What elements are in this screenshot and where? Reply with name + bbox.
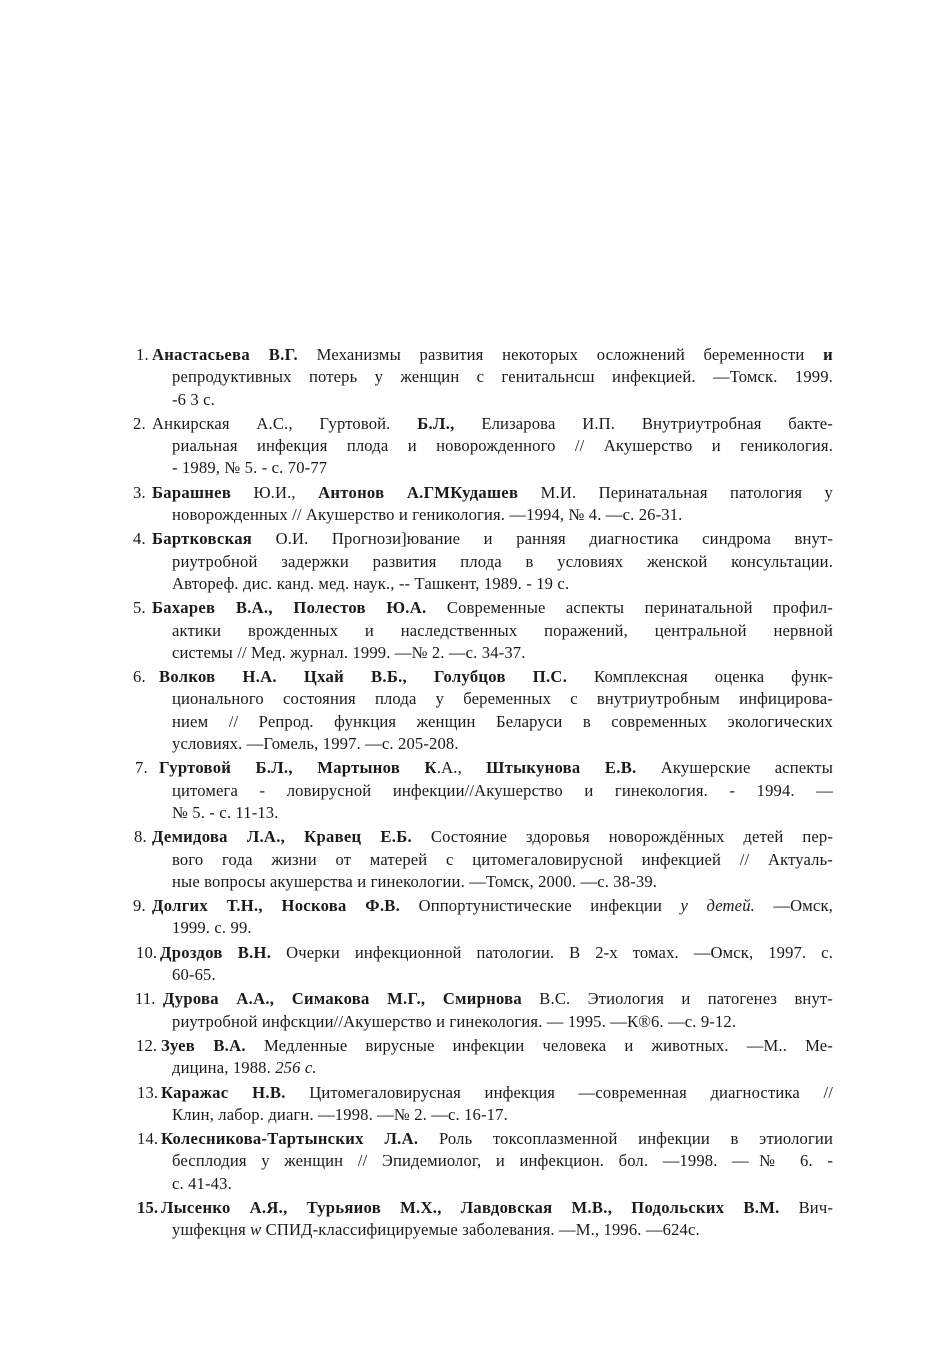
- citation-text: дицина, 1988.: [172, 1058, 276, 1078]
- reference-line: [172, 504, 833, 526]
- reference-number: 9.: [133, 896, 146, 916]
- citation-text: 1999. с. 99.: [172, 918, 252, 938]
- reference-item: [0, 482, 941, 527]
- author-names: Антонов А.ГМКудашев: [318, 482, 519, 502]
- citation-text: цитомега - ловирусной инфекции//Акушерство и гинекология. - 1994. —: [172, 780, 833, 800]
- reference-line: [172, 1150, 833, 1172]
- citation-text: актики врожденных и наследственных поражений, центральной нервной: [172, 620, 833, 640]
- reference-line: [172, 389, 833, 411]
- citation-text: новорожденных // Акушерство и геникология. —1994, № 4. —с. 26-31.: [172, 505, 683, 525]
- reference-line: [152, 413, 833, 435]
- citation-text: Медленные вирусные инфекции человека и животных. —М.. Ме-: [245, 1035, 833, 1055]
- author-names: Зуев В.А.: [161, 1035, 246, 1055]
- reference-line: [161, 1082, 833, 1104]
- reference-item: [0, 1128, 941, 1195]
- reference-number: 8.: [134, 827, 147, 847]
- citation-text: ные вопросы акушерства и гинекологии. —Томск, 2000. —с. 38-39.: [172, 871, 658, 891]
- reference-item: [0, 666, 941, 755]
- reference-item: [0, 597, 941, 664]
- reference-line: [152, 344, 833, 366]
- author-names: Анастасьева В.Г.: [152, 345, 298, 364]
- citation-text: № 5. - с. 11-13.: [172, 802, 279, 822]
- reference-line: [163, 988, 833, 1010]
- citation-text: Акушерские аспекты: [636, 758, 833, 778]
- reference-line: [159, 757, 833, 779]
- italic-text: у детей.: [680, 896, 755, 916]
- reference-number: 13.: [137, 1082, 159, 1102]
- citation-text: ушфекцня: [172, 1220, 251, 1240]
- author-names: Дроздов В.Н.: [160, 942, 272, 962]
- reference-line: [172, 620, 833, 642]
- author-names: Долгих Т.Н., Носкова Ф.В.: [152, 896, 401, 916]
- reference-line: [172, 688, 833, 710]
- reference-line: [152, 826, 833, 848]
- citation-text: Клин, лабор. диагн. —1998. —№ 2. —с. 16-17.: [172, 1104, 508, 1124]
- reference-number: 7.: [135, 758, 148, 778]
- citation-text: 60-65.: [172, 965, 216, 985]
- reference-line: [152, 597, 833, 619]
- citation-text: системы // Мед. журнал. 1999. —№ 2. —с. 34-37.: [172, 642, 526, 662]
- reference-line: [152, 528, 833, 550]
- reference-line: [172, 1011, 833, 1033]
- reference-line: [172, 964, 833, 986]
- citation-text: Роль токсоплазменной инфекции в этиологии: [418, 1129, 833, 1149]
- citation-text: Механизмы развития некоторых осложнений беременности: [298, 345, 824, 364]
- reference-number: 15.: [137, 1197, 159, 1217]
- italic-text: 256 с.: [275, 1058, 317, 1078]
- reference-line: [172, 435, 833, 457]
- citation-text: репродуктивных потерь у женщин с генитальнсш инфекцией. —Томск. 1999.: [172, 367, 833, 387]
- reference-item: [0, 942, 941, 987]
- citation-text: О.И. Прогнози]ювание и ранняя диагностика синдрома внут-: [252, 529, 833, 549]
- author-names: Лысенко А.Я., Турьяиов М.Х., Лавдовская М.В., Подольских В.М.: [161, 1197, 780, 1217]
- citation-text: Современные аспекты перинатальной профил-: [426, 598, 833, 618]
- reference-line: [161, 1128, 833, 1150]
- reference-line: [160, 942, 833, 964]
- citation-text: Вич-: [779, 1197, 834, 1217]
- reference-line: [172, 573, 833, 595]
- citation-text: Цитомегаловирусная инфекция —современная диагностика //: [285, 1082, 833, 1102]
- reference-list: [0, 344, 941, 1242]
- author-names: Каражас Н.В.: [161, 1082, 286, 1102]
- reference-line: [172, 871, 833, 893]
- reference-line: [172, 780, 833, 802]
- author-names: Бартковская: [152, 529, 253, 549]
- reference-line: [172, 849, 833, 871]
- citation-text: риутробной инфскции//Акушерство и гинекология. — 1995. —К®6. —с. 9-12.: [172, 1011, 737, 1031]
- reference-line: [172, 917, 833, 939]
- citation-text: Елизарова И.П. Внутриутробная бакте-: [454, 413, 833, 433]
- author-names: Барашнев: [152, 482, 232, 502]
- citation-text: —Омск,: [754, 896, 833, 916]
- citation-text: В.С. Этиология и патогенез внут-: [522, 989, 833, 1009]
- reference-line: [152, 895, 833, 917]
- author-names: Демидова Л.А., Кравец Е.Б.: [152, 827, 412, 847]
- reference-number: 5.: [133, 598, 146, 618]
- reference-line: [161, 1197, 833, 1219]
- citation-text: нием // Репрод. функция женщин Беларуси в современных экологических: [172, 711, 833, 731]
- citation-text: Ю.И.,: [231, 482, 319, 502]
- reference-number: 10.: [136, 942, 158, 962]
- author-names: Дурова А.А., Симакова М.Г., Смирнова: [163, 989, 522, 1009]
- citation-text: Оппортунистические инфекции: [400, 896, 681, 916]
- citation-text: риальная инфекция плода и новорожденного // Акушерство и геникология.: [172, 436, 833, 456]
- citation-text: Комплексная оценка функ-: [567, 667, 833, 687]
- reference-line: [172, 711, 833, 733]
- reference-line: [172, 366, 833, 388]
- reference-number: 12.: [136, 1035, 158, 1055]
- citation-text: условиях. —Гомель, 1997. —с. 205-208.: [172, 734, 459, 754]
- reference-line: [152, 482, 833, 504]
- citation-text: ционального состояния плода у беременных с внутриутробным инфицирова-: [172, 689, 833, 709]
- reference-line: [159, 666, 833, 688]
- reference-item: [0, 757, 941, 824]
- citation-text: Состояние здоровья новорождённых детей пер-: [411, 827, 834, 847]
- citation-text: Автореф. дис. канд. мед. наук., -- Ташкент, 1989. - 19 с.: [172, 573, 570, 593]
- citation-text: М.И. Перинатальная патология у: [518, 482, 833, 502]
- reference-item: [0, 528, 941, 595]
- reference-item: [0, 895, 941, 940]
- citation-text: - 1989, № 5. - с. 70-77: [172, 458, 328, 478]
- author-names: Б.Л.,: [417, 413, 455, 433]
- reference-line: [172, 1219, 833, 1241]
- reference-item: [0, 988, 941, 1033]
- reference-line: [172, 551, 833, 573]
- citation-text: .А.,: [436, 758, 487, 778]
- reference-line: [172, 457, 833, 479]
- citation-text: бесплодия у женщин // Эпидемиолог, и инфекцион. бол. —1998. —№ 6. -: [172, 1151, 833, 1171]
- reference-number: 4.: [133, 529, 146, 549]
- reference-line: [172, 642, 833, 664]
- reference-line: [172, 1104, 833, 1126]
- reference-number: 11.: [135, 989, 156, 1009]
- citation-text: Очерки инфекционной патологии. В 2-х томах. —Омск, 1997. с.: [271, 942, 833, 962]
- reference-item: [0, 1035, 941, 1080]
- reference-line: [172, 1057, 833, 1079]
- reference-item: [0, 826, 941, 893]
- reference-number: 1.: [136, 345, 149, 364]
- reference-line: [172, 1173, 833, 1195]
- author-names: Штыкунова Е.В.: [486, 758, 637, 778]
- citation-text: риутробной задержки развития плода в условиях женской консультации.: [172, 551, 833, 571]
- author-names: Колесникова-Тартынских Л.А.: [161, 1129, 419, 1149]
- citation-text: -6 3 с.: [172, 389, 215, 409]
- reference-line: [161, 1035, 833, 1057]
- reference-line: [172, 802, 833, 824]
- reference-number: 14.: [137, 1129, 159, 1149]
- reference-item: [0, 344, 941, 411]
- citation-text: вого года жизни от матерей с цитомегаловирусной инфекцией // Актуаль-: [172, 849, 833, 869]
- reference-item: [0, 1082, 941, 1127]
- author-names: Бахарев В.А., Полестов Ю.А.: [152, 598, 427, 618]
- reference-item: [0, 413, 941, 480]
- author-names: Гуртовой Б.Л., Мартынов К: [159, 758, 437, 778]
- reference-number: 2.: [133, 413, 146, 433]
- reference-item: [0, 1197, 941, 1242]
- italic-text: w: [250, 1220, 262, 1240]
- reference-line: [172, 733, 833, 755]
- citation-text: СПИД-классифицируемые заболевания. —М., 1996. —624с.: [261, 1220, 700, 1240]
- citation-text: Анкирская А.С., Гуртовой.: [152, 413, 418, 433]
- reference-number: 6.: [133, 667, 146, 687]
- author-names: Волков Н.А. Цхай В.Б., Голубцов П.С.: [159, 667, 568, 687]
- citation-text: с. 41-43.: [172, 1173, 232, 1193]
- author-names: и: [823, 345, 833, 364]
- reference-number: 3.: [133, 482, 146, 502]
